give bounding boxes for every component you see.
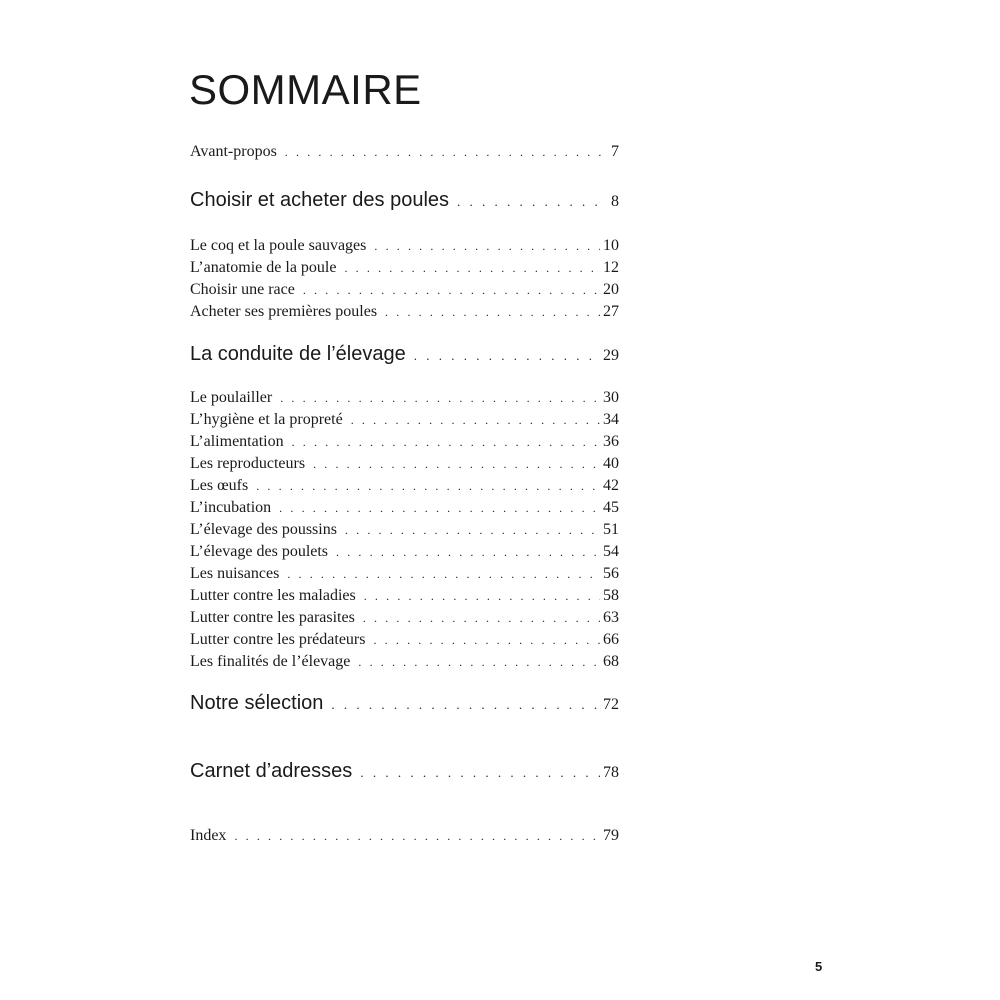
toc-entry-page: 10 xyxy=(603,237,619,254)
toc-chapter-choisir xyxy=(190,186,619,214)
toc-chapter-conduite xyxy=(190,340,619,368)
toc-entry xyxy=(190,279,619,301)
dot-leader xyxy=(363,607,600,629)
toc-entry-index xyxy=(190,825,619,847)
dot-leader xyxy=(331,691,600,719)
dot-leader xyxy=(287,563,600,585)
toc-entry-page: 7 xyxy=(611,143,619,160)
dot-leader xyxy=(303,279,600,301)
dot-leader xyxy=(292,431,600,453)
toc-entry-page: 51 xyxy=(603,521,619,538)
toc-entry xyxy=(190,235,619,257)
toc-entry-label: Les finalités de l’élevage xyxy=(190,653,351,670)
toc-entry xyxy=(190,563,619,585)
toc-entry-page: 40 xyxy=(603,455,619,472)
toc-chapter-selection xyxy=(190,689,619,717)
toc-entry-label: Index xyxy=(190,827,227,844)
toc-entry xyxy=(190,585,619,607)
toc-entry xyxy=(190,607,619,629)
toc-chapter-label: La conduite de l’élevage xyxy=(190,343,406,365)
toc-entry xyxy=(190,453,619,475)
toc-entry xyxy=(190,257,619,279)
toc-entry xyxy=(190,475,619,497)
toc-chapter-page: 78 xyxy=(603,764,619,781)
toc-entry xyxy=(190,409,619,431)
toc-entry-label: Les œufs xyxy=(190,477,249,494)
toc-entry xyxy=(190,541,619,563)
toc-entry-page: 79 xyxy=(603,827,619,844)
toc-entry-label: L’alimentation xyxy=(190,433,284,450)
toc-entry-label: Lutter contre les prédateurs xyxy=(190,631,366,648)
toc-entry xyxy=(190,301,619,323)
toc-entry-page: 12 xyxy=(603,259,619,276)
dot-leader xyxy=(344,257,600,279)
toc-entry-page: 66 xyxy=(603,631,619,648)
dot-leader xyxy=(256,475,600,497)
dot-leader xyxy=(285,141,608,163)
toc-entry xyxy=(190,519,619,541)
dot-leader xyxy=(457,188,608,216)
toc-entry-label: L’anatomie de la poule xyxy=(190,259,337,276)
toc-entry-page: 56 xyxy=(603,565,619,582)
toc-entry-page: 45 xyxy=(603,499,619,516)
dot-leader xyxy=(414,342,600,370)
toc-chapter-page: 72 xyxy=(603,696,619,713)
toc-entry-label: Lutter contre les parasites xyxy=(190,609,355,626)
toc-entry-label: L’élevage des poussins xyxy=(190,521,337,538)
toc-entry-label: Choisir une race xyxy=(190,281,295,298)
toc-entry-label: Acheter ses premières poules xyxy=(190,303,378,320)
dot-leader xyxy=(358,651,600,673)
dot-leader xyxy=(345,519,600,541)
toc-entry-label: L’incubation xyxy=(190,499,272,516)
toc-entry-label: Les nuisances xyxy=(190,565,280,582)
dot-leader xyxy=(360,759,600,787)
toc-entry-page: 42 xyxy=(603,477,619,494)
toc-entry xyxy=(190,651,619,673)
dot-leader xyxy=(374,235,600,257)
toc-entry-label: Le coq et la poule sauvages xyxy=(190,237,367,254)
toc-entry-page: 20 xyxy=(603,281,619,298)
toc-entry-label: L’élevage des poulets xyxy=(190,543,329,560)
toc-entry-page: 58 xyxy=(603,587,619,604)
toc-entry-label: Le poulailler xyxy=(190,389,273,406)
toc-chapter-label: Choisir et acheter des poules xyxy=(190,189,450,211)
page-number: 5 xyxy=(815,959,823,974)
toc-entry-page: 30 xyxy=(603,389,619,406)
dot-leader xyxy=(351,409,600,431)
dot-leader xyxy=(234,825,600,847)
toc-entry-page: 36 xyxy=(603,433,619,450)
toc-entry xyxy=(190,431,619,453)
page-title: SOMMAIRE xyxy=(189,66,422,113)
toc-entry-label: L’hygiène et la propreté xyxy=(190,411,343,428)
dot-leader xyxy=(336,541,600,563)
toc-entry-page: 54 xyxy=(603,543,619,560)
toc-entry-page: 63 xyxy=(603,609,619,626)
toc-entry xyxy=(190,387,619,409)
dot-leader xyxy=(279,497,600,519)
toc-entry-page: 27 xyxy=(603,303,619,320)
toc-entry-avant-propos xyxy=(190,141,619,163)
toc-entry-page: 68 xyxy=(603,653,619,670)
toc-entry-label: Lutter contre les maladies xyxy=(190,587,356,604)
dot-leader xyxy=(280,387,600,409)
dot-leader xyxy=(385,301,600,323)
toc-entry-page: 34 xyxy=(603,411,619,428)
toc-chapter-label: Carnet d’adresses xyxy=(190,760,353,782)
toc-entry-label: Les reproducteurs xyxy=(190,455,306,472)
dot-leader xyxy=(364,585,600,607)
toc-chapter-page: 8 xyxy=(611,193,619,210)
toc-chapter-adresses xyxy=(190,757,619,785)
toc-entry xyxy=(190,497,619,519)
dot-leader xyxy=(373,629,600,651)
toc-chapter-label: Notre sélection xyxy=(190,692,324,714)
toc-chapter-page: 29 xyxy=(603,347,619,364)
toc-entry-label: Avant-propos xyxy=(190,143,277,160)
dot-leader xyxy=(313,453,600,475)
toc-entry xyxy=(190,629,619,651)
